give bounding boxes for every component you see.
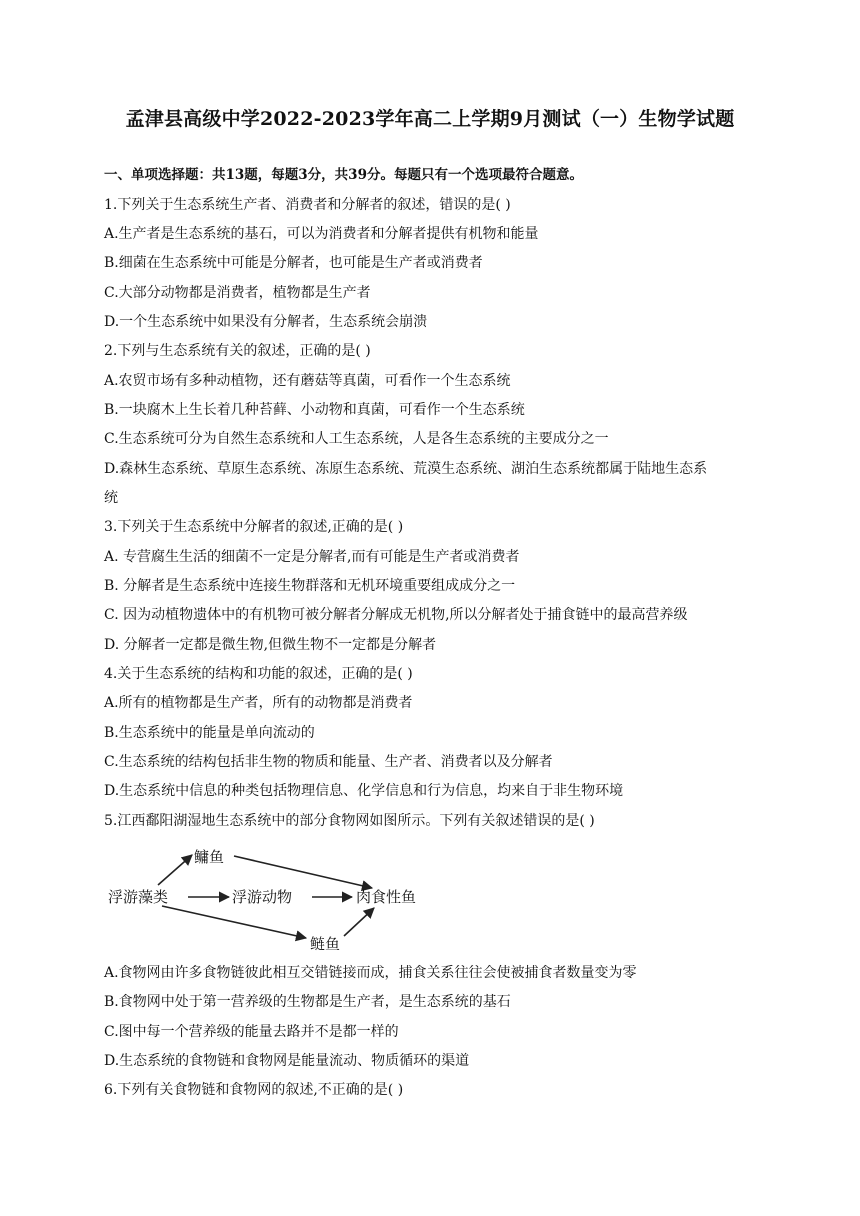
option-4b: B.生态系统中的能量是单向流动的: [104, 725, 315, 741]
option-4c: C.生态系统的结构包括非生物的物质和能量、生产者、消费者以及分解者: [104, 754, 553, 770]
question-stem-4: 4.关于生态系统的结构和功能的叙述，正确的是( ): [104, 666, 413, 682]
option-5d: D.生态系统的食物链和食物网是能量流动、物质循环的渠道: [104, 1053, 470, 1069]
node-bighead-carp: 鳙鱼: [194, 848, 225, 866]
option-4a: A.所有的植物都是生产者，所有的动物都是消费者: [104, 695, 413, 711]
question-stem-2: 2.下列与生态系统有关的叙述，正确的是( ): [104, 343, 371, 359]
option-1b: B.细菌在生态系统中可能是分解者，也可能是生产者或消费者: [104, 255, 483, 271]
food-web-diagram: [104, 842, 444, 954]
option-2b: B.一块腐木上生长着几种苔藓、小动物和真菌，可看作一个生态系统: [104, 402, 525, 418]
option-3a: A. 专营腐生生活的细菌不一定是分解者,而有可能是生产者或消费者: [104, 549, 520, 565]
node-carnivorous-fish: 肉食性鱼: [356, 888, 417, 906]
question-stem-5: 5.江西鄱阳湖湿地生态系统中的部分食物网如图所示。下列有关叙述错误的是( ): [104, 813, 595, 829]
edge-algae-silver: [162, 906, 306, 938]
edge-algae-bighead: [158, 855, 192, 885]
option-2c: C.生态系统可分为自然生态系统和人工生态系统，人是各生态系统的主要成分之一: [104, 431, 609, 447]
option-2a: A.农贸市场有多种动植物，还有蘑菇等真菌，可看作一个生态系统: [104, 373, 511, 389]
option-5a: A.食物网由许多食物链彼此相互交错链接而成，捕食关系往往会使被捕食者数量变为零: [104, 965, 637, 981]
option-1c: C.大部分动物都是消费者，植物都是生产者: [104, 285, 371, 301]
option-2d-continued: 统: [104, 490, 118, 506]
option-3d: D. 分解者一定都是微生物,但微生物不一定都是分解者: [104, 637, 437, 653]
question-stem-1: 1.下列关于生态系统生产者、消费者和分解者的叙述，错误的是( ): [104, 197, 511, 213]
option-4d: D.生态系统中信息的种类包括物理信息、化学信息和行为信息，均来自于非生物环境: [104, 783, 624, 799]
page-title: 孟津县高级中学2022-2023学年高二上学期9月测试（一）生物学试题: [125, 108, 735, 130]
question-stem-6: 6.下列有关食物链和食物网的叙述,不正确的是( ): [104, 1082, 404, 1098]
option-1d: D.一个生态系统中如果没有分解者，生态系统会崩溃: [104, 314, 428, 330]
option-2d: D.森林生态系统、草原生态系统、冻原生态系统、荒漠生态系统、湖泊生态系统都属于陆地生态系: [104, 461, 708, 477]
node-zooplankton: 浮游动物: [232, 888, 293, 906]
edge-silver-carnivore: [344, 908, 374, 936]
option-5c: C.图中每一个营养级的能量去路并不是都一样的: [104, 1024, 399, 1040]
section-header: 一、单项选择题：共13题，每题3分，共39分。每题只有一个选项最符合题意。: [104, 167, 583, 183]
edge-bighead-carnivore: [234, 856, 372, 888]
node-algae: 浮游藻类: [108, 888, 169, 906]
option-5b: B.食物网中处于第一营养级的生物都是生产者，是生态系统的基石: [104, 994, 511, 1010]
option-3c: C. 因为动植物遗体中的有机物可被分解者分解成无机物,所以分解者处于捕食链中的最高营养级: [104, 607, 688, 623]
option-1a: A.生产者是生态系统的基石，可以为消费者和分解者提供有机物和能量: [104, 226, 539, 242]
question-stem-3: 3.下列关于生态系统中分解者的叙述,正确的是( ): [104, 519, 404, 535]
option-3b: B. 分解者是生态系统中连接生物群落和无机环境重要组成成分之一: [104, 578, 516, 594]
node-silver-carp: 鲢鱼: [310, 935, 341, 953]
